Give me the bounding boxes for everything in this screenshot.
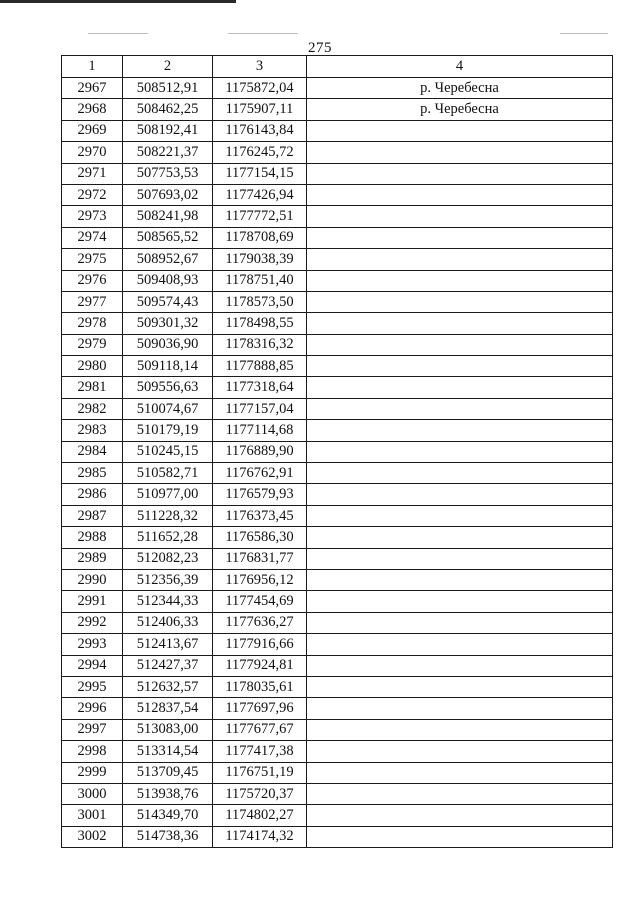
y-coordinate-cell: 1174174,32: [213, 826, 307, 847]
point-number-cell: 2984: [62, 441, 123, 462]
x-coordinate-cell: 510074,67: [123, 398, 213, 419]
table-row: [62, 741, 613, 762]
table-row: [62, 377, 613, 398]
x-coordinate-cell: 512837,54: [123, 698, 213, 719]
x-coordinate-cell: 508462,25: [123, 99, 213, 120]
table-row: [62, 291, 613, 312]
remark-cell: [307, 463, 613, 484]
remark-cell: [307, 591, 613, 612]
x-coordinate-cell: 512632,57: [123, 676, 213, 697]
x-coordinate-cell: 513938,76: [123, 783, 213, 804]
point-number-cell: 2982: [62, 398, 123, 419]
scan-mark: [88, 33, 148, 34]
point-number-cell: 2986: [62, 484, 123, 505]
x-coordinate-cell: 509301,32: [123, 313, 213, 334]
scan-mark: [560, 33, 608, 34]
y-coordinate-cell: 1176579,93: [213, 484, 307, 505]
x-coordinate-cell: 508512,91: [123, 78, 213, 99]
table-row: [62, 270, 613, 291]
x-coordinate-cell: 513709,45: [123, 762, 213, 783]
x-coordinate-cell: 512413,67: [123, 634, 213, 655]
table-row: [62, 762, 613, 783]
table-row: [62, 484, 613, 505]
table-row: [62, 826, 613, 847]
y-coordinate-cell: 1178751,40: [213, 270, 307, 291]
y-coordinate-cell: 1177454,69: [213, 591, 307, 612]
table-row: [62, 441, 613, 462]
x-coordinate-cell: 509118,14: [123, 356, 213, 377]
top-rule: [0, 0, 236, 3]
x-coordinate-cell: 508241,98: [123, 206, 213, 227]
page-number: 275: [308, 40, 332, 56]
table-row: [62, 142, 613, 163]
point-number-cell: 3002: [62, 826, 123, 847]
y-coordinate-cell: 1176245,72: [213, 142, 307, 163]
y-coordinate-cell: 1177772,51: [213, 206, 307, 227]
table-body: [62, 78, 613, 848]
remark-cell: [307, 548, 613, 569]
remark-cell: р. Черебесна: [307, 99, 613, 120]
table-row: [62, 184, 613, 205]
table-row: [62, 569, 613, 590]
remark-cell: [307, 377, 613, 398]
remark-cell: [307, 783, 613, 804]
y-coordinate-cell: 1178498,55: [213, 313, 307, 334]
y-coordinate-cell: 1175720,37: [213, 783, 307, 804]
table-row: [62, 783, 613, 804]
remark-cell: [307, 741, 613, 762]
remark-cell: [307, 441, 613, 462]
point-number-cell: 2972: [62, 184, 123, 205]
y-coordinate-cell: 1178573,50: [213, 291, 307, 312]
point-number-cell: 2993: [62, 634, 123, 655]
y-coordinate-cell: 1178708,69: [213, 227, 307, 248]
remark-cell: [307, 505, 613, 526]
remark-cell: [307, 826, 613, 847]
y-coordinate-cell: 1176143,84: [213, 120, 307, 141]
table-row: [62, 505, 613, 526]
point-number-cell: 3000: [62, 783, 123, 804]
y-coordinate-cell: 1177426,94: [213, 184, 307, 205]
table-row: [62, 249, 613, 270]
remark-cell: [307, 163, 613, 184]
x-coordinate-cell: 514349,70: [123, 805, 213, 826]
table-header-row: [62, 56, 613, 78]
table-row: [62, 591, 613, 612]
table-row: [62, 698, 613, 719]
point-number-cell: 2995: [62, 676, 123, 697]
y-coordinate-cell: 1177157,04: [213, 398, 307, 419]
table-row: [62, 398, 613, 419]
point-number-cell: 2977: [62, 291, 123, 312]
point-number-cell: 2988: [62, 527, 123, 548]
x-coordinate-cell: 508221,37: [123, 142, 213, 163]
table-row: [62, 463, 613, 484]
point-number-cell: 2978: [62, 313, 123, 334]
remark-cell: [307, 762, 613, 783]
point-number-cell: 2983: [62, 420, 123, 441]
point-number-cell: 3001: [62, 805, 123, 826]
column-header: 3: [213, 56, 307, 78]
point-number-cell: 2973: [62, 206, 123, 227]
x-coordinate-cell: 513083,00: [123, 719, 213, 740]
table-row: [62, 612, 613, 633]
point-number-cell: 2998: [62, 741, 123, 762]
table-row: [62, 206, 613, 227]
table-row: [62, 634, 613, 655]
remark-cell: [307, 313, 613, 334]
column-header: 1: [62, 56, 123, 78]
point-number-cell: 2985: [62, 463, 123, 484]
remark-cell: [307, 227, 613, 248]
x-coordinate-cell: 512082,23: [123, 548, 213, 569]
y-coordinate-cell: 1174802,27: [213, 805, 307, 826]
x-coordinate-cell: 509556,63: [123, 377, 213, 398]
y-coordinate-cell: 1177154,15: [213, 163, 307, 184]
x-coordinate-cell: 510977,00: [123, 484, 213, 505]
point-number-cell: 2967: [62, 78, 123, 99]
point-number-cell: 2996: [62, 698, 123, 719]
y-coordinate-cell: 1177636,27: [213, 612, 307, 633]
point-number-cell: 2999: [62, 762, 123, 783]
remark-cell: [307, 634, 613, 655]
y-coordinate-cell: 1177888,85: [213, 356, 307, 377]
table-row: [62, 356, 613, 377]
x-coordinate-cell: 513314,54: [123, 741, 213, 762]
point-number-cell: 2987: [62, 505, 123, 526]
remark-cell: [307, 676, 613, 697]
remark-cell: [307, 484, 613, 505]
x-coordinate-cell: 510582,71: [123, 463, 213, 484]
x-coordinate-cell: 508565,52: [123, 227, 213, 248]
y-coordinate-cell: 1179038,39: [213, 249, 307, 270]
remark-cell: [307, 698, 613, 719]
remark-cell: [307, 569, 613, 590]
point-number-cell: 2992: [62, 612, 123, 633]
remark-cell: [307, 612, 613, 633]
y-coordinate-cell: 1178035,61: [213, 676, 307, 697]
remark-cell: р. Черебесна: [307, 78, 613, 99]
point-number-cell: 2974: [62, 227, 123, 248]
x-coordinate-cell: 514738,36: [123, 826, 213, 847]
point-number-cell: 2975: [62, 249, 123, 270]
y-coordinate-cell: 1175872,04: [213, 78, 307, 99]
x-coordinate-cell: 510179,19: [123, 420, 213, 441]
x-coordinate-cell: 509408,93: [123, 270, 213, 291]
table-row: [62, 719, 613, 740]
remark-cell: [307, 291, 613, 312]
remark-cell: [307, 398, 613, 419]
point-number-cell: 2997: [62, 719, 123, 740]
x-coordinate-cell: 508192,41: [123, 120, 213, 141]
table-row: [62, 676, 613, 697]
point-number-cell: 2971: [62, 163, 123, 184]
y-coordinate-cell: 1176956,12: [213, 569, 307, 590]
x-coordinate-cell: 507753,53: [123, 163, 213, 184]
x-coordinate-cell: 512427,37: [123, 655, 213, 676]
remark-cell: [307, 719, 613, 740]
point-number-cell: 2994: [62, 655, 123, 676]
x-coordinate-cell: 512344,33: [123, 591, 213, 612]
scan-mark: [228, 33, 298, 34]
point-number-cell: 2980: [62, 356, 123, 377]
table-row: [62, 313, 613, 334]
point-number-cell: 2976: [62, 270, 123, 291]
y-coordinate-cell: 1177697,96: [213, 698, 307, 719]
remark-cell: [307, 249, 613, 270]
point-number-cell: 2991: [62, 591, 123, 612]
table-row: [62, 78, 613, 99]
x-coordinate-cell: 508952,67: [123, 249, 213, 270]
table-row: [62, 99, 613, 120]
remark-cell: [307, 184, 613, 205]
y-coordinate-cell: 1177318,64: [213, 377, 307, 398]
remark-cell: [307, 334, 613, 355]
y-coordinate-cell: 1177916,66: [213, 634, 307, 655]
x-coordinate-cell: 512356,39: [123, 569, 213, 590]
remark-cell: [307, 142, 613, 163]
table-row: [62, 805, 613, 826]
remark-cell: [307, 805, 613, 826]
point-number-cell: 2989: [62, 548, 123, 569]
y-coordinate-cell: 1178316,32: [213, 334, 307, 355]
y-coordinate-cell: 1176373,45: [213, 505, 307, 526]
column-header: 4: [307, 56, 613, 78]
x-coordinate-cell: 511228,32: [123, 505, 213, 526]
column-header: 2: [123, 56, 213, 78]
y-coordinate-cell: 1177114,68: [213, 420, 307, 441]
y-coordinate-cell: 1176889,90: [213, 441, 307, 462]
point-number-cell: 2970: [62, 142, 123, 163]
table-row: [62, 227, 613, 248]
table-row: [62, 527, 613, 548]
point-number-cell: 2981: [62, 377, 123, 398]
y-coordinate-cell: 1176751,19: [213, 762, 307, 783]
point-number-cell: 2990: [62, 569, 123, 590]
remark-cell: [307, 206, 613, 227]
x-coordinate-cell: 510245,15: [123, 441, 213, 462]
remark-cell: [307, 356, 613, 377]
y-coordinate-cell: 1177677,67: [213, 719, 307, 740]
remark-cell: [307, 420, 613, 441]
point-number-cell: 2969: [62, 120, 123, 141]
table-row: [62, 420, 613, 441]
x-coordinate-cell: 512406,33: [123, 612, 213, 633]
table-row: [62, 655, 613, 676]
coordinates-table: [61, 55, 613, 848]
y-coordinate-cell: 1176762,91: [213, 463, 307, 484]
y-coordinate-cell: 1177924,81: [213, 655, 307, 676]
remark-cell: [307, 270, 613, 291]
table-row: [62, 163, 613, 184]
table-row: [62, 548, 613, 569]
y-coordinate-cell: 1176831,77: [213, 548, 307, 569]
remark-cell: [307, 120, 613, 141]
x-coordinate-cell: 509036,90: [123, 334, 213, 355]
x-coordinate-cell: 509574,43: [123, 291, 213, 312]
y-coordinate-cell: 1176586,30: [213, 527, 307, 548]
x-coordinate-cell: 507693,02: [123, 184, 213, 205]
remark-cell: [307, 527, 613, 548]
remark-cell: [307, 655, 613, 676]
table-row: [62, 334, 613, 355]
table-row: [62, 120, 613, 141]
y-coordinate-cell: 1177417,38: [213, 741, 307, 762]
y-coordinate-cell: 1175907,11: [213, 99, 307, 120]
point-number-cell: 2979: [62, 334, 123, 355]
point-number-cell: 2968: [62, 99, 123, 120]
x-coordinate-cell: 511652,28: [123, 527, 213, 548]
